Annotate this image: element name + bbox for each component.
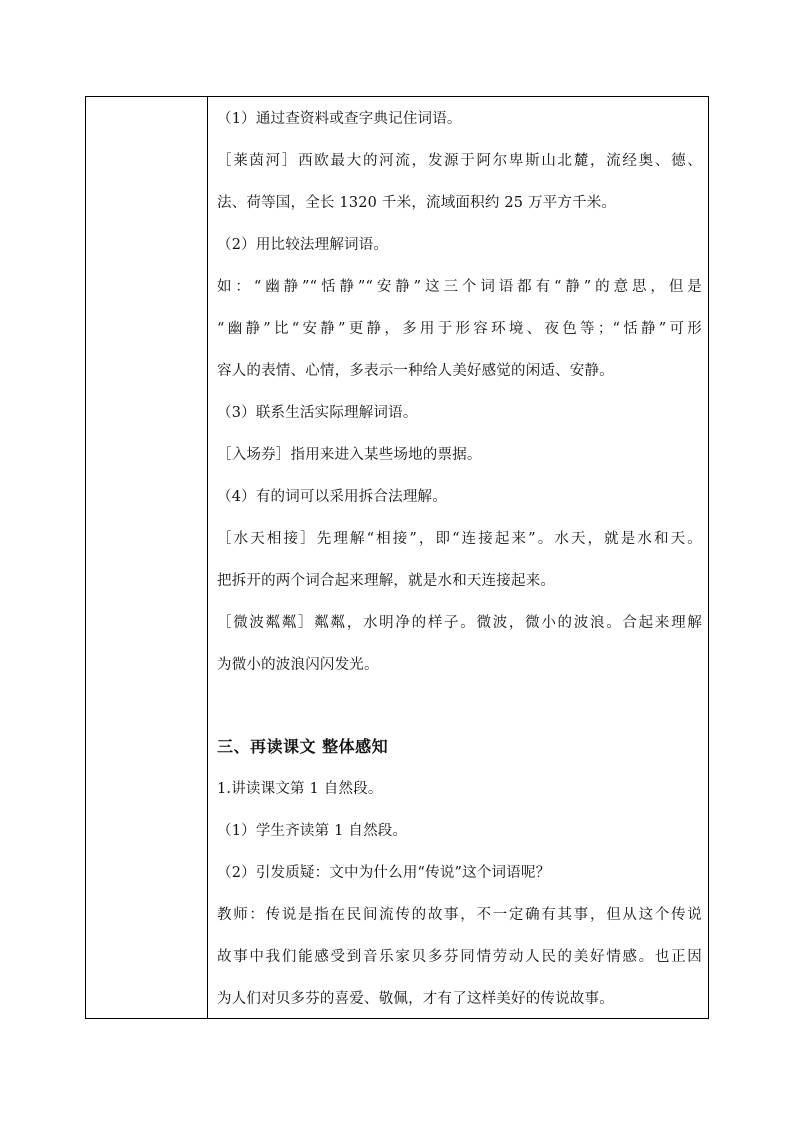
line-14: 为微小的波浪闪闪发光。 [217,657,379,673]
line-3: 法、荷等国，全长 1320 千米，流域面积约 25 万平方千米。 [217,195,617,211]
line-5: 如：“幽静”“恬静”“安静”这三个词语都有“静”的意思，但是 [217,279,702,295]
line-12: 把拆开的两个词合起来理解，就是水和天连接起来。 [217,573,556,589]
table-left-column [86,97,208,1018]
line-19: 教师：传说是指在民间流传的故事，不一定确有其事，但从这个传说 [217,907,702,923]
lesson-table [85,96,709,1019]
line-7: 容人的表情、心情，多表示一种给人美好感觉的闲适、安静。 [217,363,614,379]
line-17: （1）学生齐读第 1 自然段。 [217,823,408,839]
line-4: （2）用比较法理解词语。 [217,237,389,253]
line-20: 故事中我们能感受到音乐家贝多芬同情劳动人民的美好情感。也正因 [217,949,702,965]
line-13: ［微波粼粼］粼粼，水明净的样子。微波，微小的波浪。合起来理解 [217,615,702,631]
line-10: （4）有的词可以采用拆合法理解。 [217,489,447,505]
line-11: ［水天相接］先理解“相接”，即“连接起来”。水天，就是水和天。 [217,531,702,547]
table-right-column [208,97,708,1018]
line-1: （1）通过查资料或查字典记住词语。 [217,111,462,127]
line-6: “幽静”比“安静”更静，多用于形容环境、夜色等；“恬静”可形 [217,321,702,337]
line-2: ［莱茵河］西欧最大的河流，发源于阿尔卑斯山北麓，流经奥、德、 [217,153,702,169]
line-16: 1.讲读课文第 1 自然段。 [217,781,383,797]
section-heading: 三、再读课文 整体感知 [217,737,389,756]
line-18: （2）引发质疑：文中为什么用“传说”这个词语呢？ [217,865,551,881]
line-8: （3）联系生活实际理解词语。 [217,405,418,421]
line-21: 为人们对贝多芬的喜爱、敬佩，才有了这样美好的传说故事。 [217,991,614,1007]
line-9: ［入场券］指用来进入某些场地的票据。 [217,447,482,463]
